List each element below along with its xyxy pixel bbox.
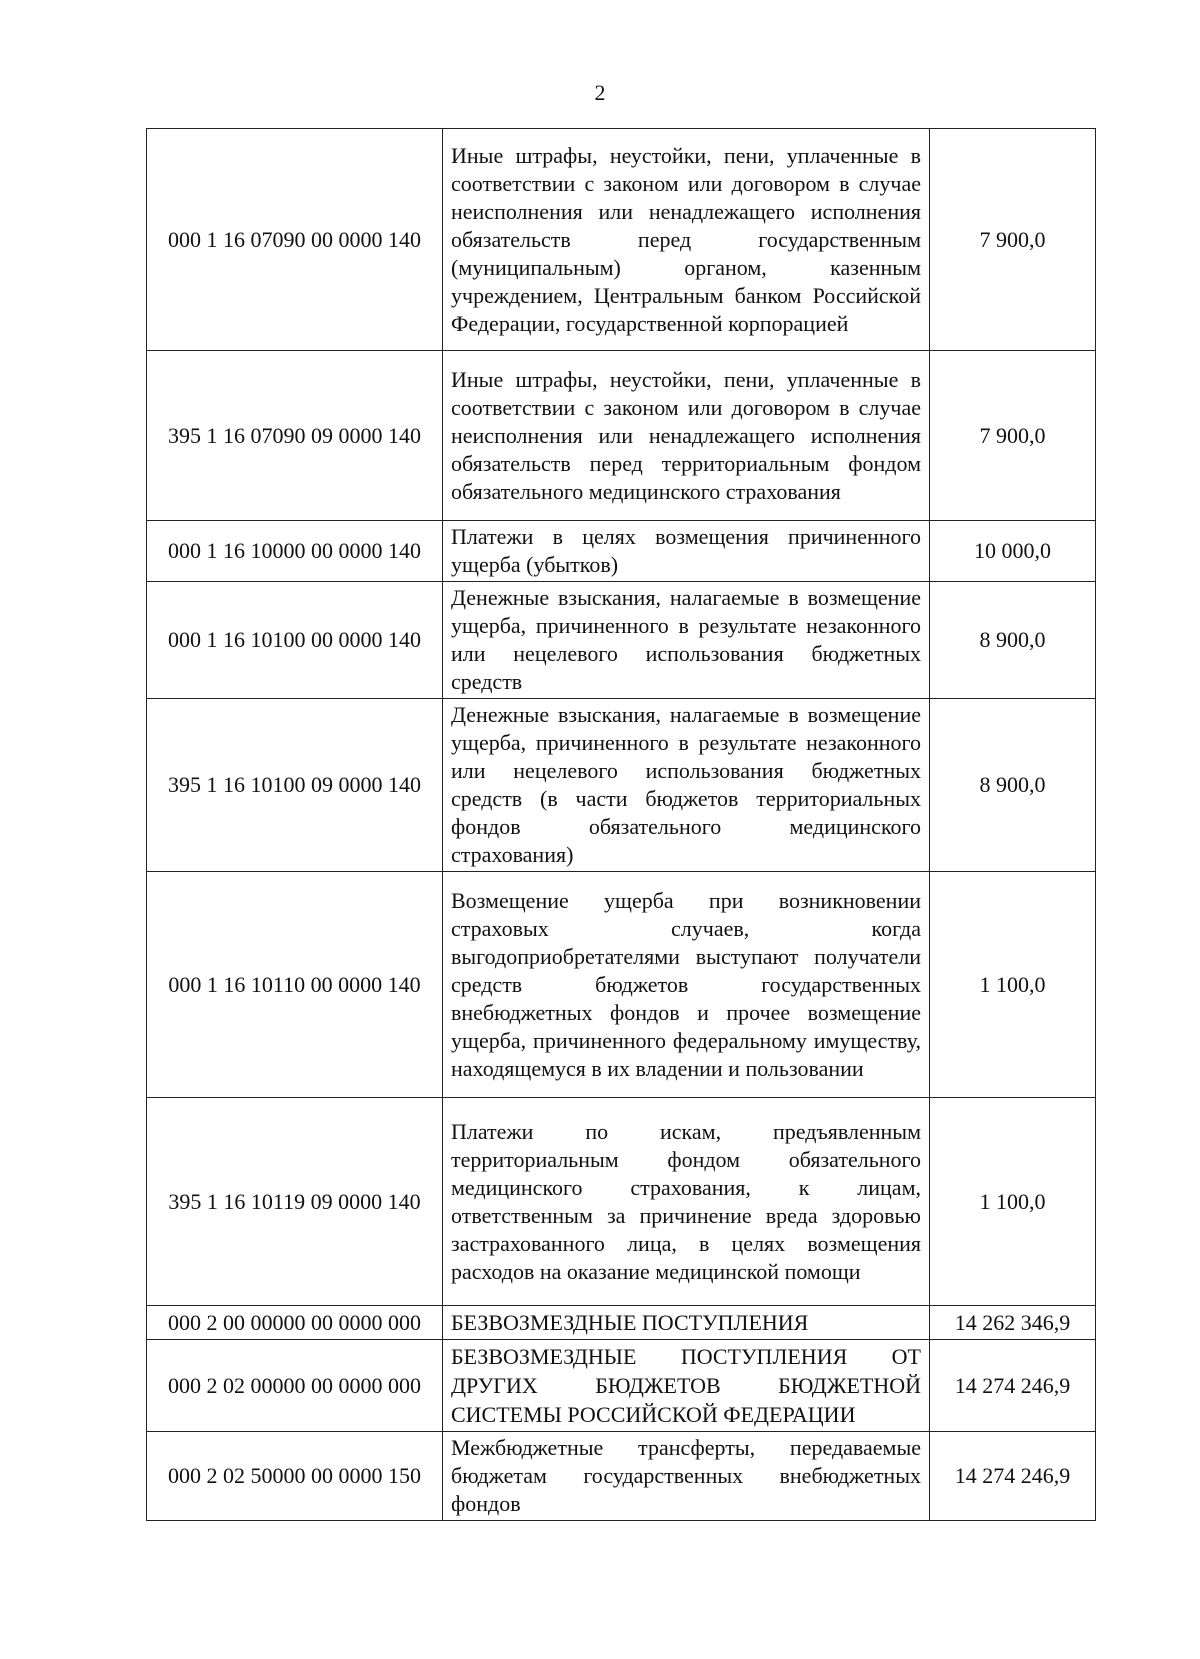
- amount-cell: 1 100,0: [930, 1098, 1096, 1306]
- amount-cell: 7 900,0: [930, 351, 1096, 521]
- table-row: [147, 872, 1096, 1098]
- amount-cell: 7 900,0: [930, 129, 1096, 351]
- description-cell: Платежи по искам, предъявленным территориальным фондом обязательного медицинского страхования, к лицам, ответственным за причинение вреда здоровью застрахованного лица, в целях возмещения расходов на оказание медицинской помощи: [443, 1098, 930, 1306]
- table-row: [147, 1340, 1096, 1432]
- description-cell: БЕЗВОЗМЕЗДНЫЕ ПОСТУПЛЕНИЯ: [443, 1306, 930, 1340]
- amount-cell: 14 274 246,9: [930, 1340, 1096, 1432]
- description-cell: БЕЗВОЗМЕЗДНЫЕ ПОСТУПЛЕНИЯ ОТ ДРУГИХ БЮДЖЕТОВ БЮДЖЕТНОЙ СИСТЕМЫ РОССИЙСКОЙ ФЕДЕРАЦИИ: [443, 1340, 930, 1432]
- description-cell: Иные штрафы, неустойки, пени, уплаченные в соответствии с законом или договором в случае неисполнения или ненадлежащего исполнения обязательств перед территориальным фондом обязательного медицинского страхования: [443, 351, 930, 521]
- table-row: [147, 129, 1096, 351]
- budget-code-cell: 395 1 16 10119 09 0000 140: [147, 1098, 443, 1306]
- budget-code-cell: 000 2 02 50000 00 0000 150: [147, 1432, 443, 1521]
- amount-cell: 10 000,0: [930, 521, 1096, 582]
- amount-cell: 8 900,0: [930, 699, 1096, 872]
- amount-cell: 1 100,0: [930, 872, 1096, 1098]
- page-number: 2: [594, 80, 606, 105]
- table-row: [147, 1432, 1096, 1521]
- table-row: [147, 521, 1096, 582]
- budget-code-cell: 000 1 16 10110 00 0000 140: [147, 872, 443, 1098]
- budget-code-cell: 000 2 00 00000 00 0000 000: [147, 1306, 443, 1340]
- description-cell: Платежи в целях возмещения причиненного ущерба (убытков): [443, 521, 930, 582]
- table-row: [147, 351, 1096, 521]
- table-row: [147, 699, 1096, 872]
- budget-code-cell: 000 1 16 10100 00 0000 140: [147, 582, 443, 699]
- budget-code-cell: 000 1 16 10000 00 0000 140: [147, 521, 443, 582]
- table-row: [147, 582, 1096, 699]
- description-cell: Возмещение ущерба при возникновении страховых случаев, когда выгодоприобретателями выступают получатели средств бюджетов государственных внебюджетных фондов и прочее возмещение ущерба, причиненного федеральному имуществу, находящемуся в их владении и пользовании: [443, 872, 930, 1098]
- budget-code-cell: 395 1 16 10100 09 0000 140: [147, 699, 443, 872]
- description-cell: Денежные взыскания, налагаемые в возмещение ущерба, причиненного в результате незаконного или нецелевого использования бюджетных средств (в части бюджетов территориальных фондов обязательного медицинского страхования): [443, 699, 930, 872]
- budget-revenue-table: [146, 128, 1096, 1521]
- budget-code-cell: 395 1 16 07090 09 0000 140: [147, 351, 443, 521]
- table-row: [147, 1306, 1096, 1340]
- amount-cell: 8 900,0: [930, 582, 1096, 699]
- description-cell: Межбюджетные трансферты, передаваемые бюджетам государственных внебюджетных фондов: [443, 1432, 930, 1521]
- description-cell: Денежные взыскания, налагаемые в возмещение ущерба, причиненного в результате незаконного или нецелевого использования бюджетных средств: [443, 582, 930, 699]
- amount-cell: 14 274 246,9: [930, 1432, 1096, 1521]
- amount-cell: 14 262 346,9: [930, 1306, 1096, 1340]
- description-cell: Иные штрафы, неустойки, пени, уплаченные в соответствии с законом или договором в случае неисполнения или ненадлежащего исполнения обязательств перед государственным (муниципальным) органом, казенным учреждением, Центральным банком Российской Федерации, государственной корпорацией: [443, 129, 930, 351]
- table-row: [147, 1098, 1096, 1306]
- budget-code-cell: 000 1 16 07090 00 0000 140: [147, 129, 443, 351]
- budget-code-cell: 000 2 02 00000 00 0000 000: [147, 1340, 443, 1432]
